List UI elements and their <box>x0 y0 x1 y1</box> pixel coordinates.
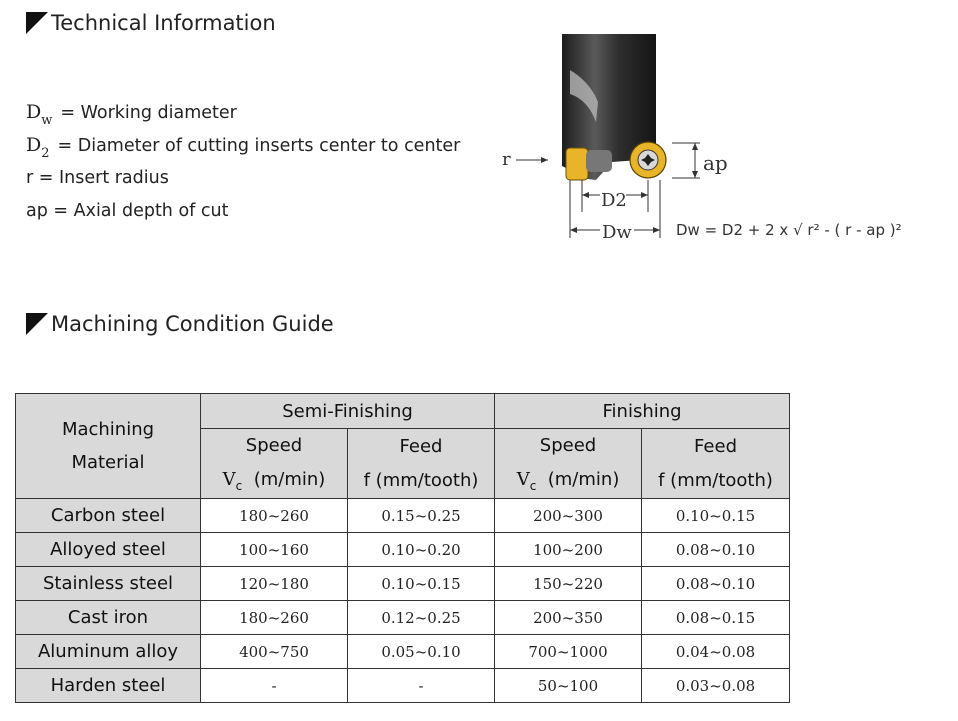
feed-header <box>642 429 790 499</box>
semi-feed-cell: 0.05~0.10 <box>348 635 495 669</box>
material-cell: Harden steel <box>16 669 201 703</box>
table-row <box>16 669 790 703</box>
semi-speed-cell: 180~260 <box>201 499 348 533</box>
semi-feed-cell: 0.10~0.15 <box>348 567 495 601</box>
fin-speed-cell: 200~350 <box>495 601 642 635</box>
table-row <box>16 533 790 567</box>
fin-speed-cell: 100~200 <box>495 533 642 567</box>
left-insert-pocket <box>586 150 612 172</box>
definition-d2 <box>26 129 460 162</box>
semi-feed-cell: - <box>348 669 495 703</box>
material-header-line1: Machining <box>61 419 155 440</box>
machining-condition-heading <box>26 312 334 336</box>
feed-header <box>348 429 495 499</box>
feed-label: Feed <box>694 435 737 457</box>
fin-feed-cell: 0.04~0.08 <box>642 635 790 669</box>
left-insert <box>566 148 588 180</box>
speed-symbol-sub: c <box>529 479 537 493</box>
cutter-diagram <box>500 30 950 250</box>
symbol: D <box>26 101 42 123</box>
semi-feed-cell: 0.10~0.20 <box>348 533 495 567</box>
speed-header <box>201 429 348 499</box>
label-ap: ap <box>703 151 728 175</box>
semi-speed-cell: - <box>201 669 348 703</box>
fin-feed-cell: 0.08~0.10 <box>642 533 790 567</box>
fin-speed-cell: 50~100 <box>495 669 642 703</box>
triangle-marker-icon <box>26 12 48 34</box>
table-row <box>16 601 790 635</box>
machining-condition-table <box>15 393 790 703</box>
semi-speed-cell: 100~160 <box>201 533 348 567</box>
fin-feed-cell: 0.08~0.10 <box>642 567 790 601</box>
material-cell: Carbon steel <box>16 499 201 533</box>
definition-text: r = Insert radius <box>26 168 169 188</box>
group-header-semi-finishing: Semi-Finishing <box>201 394 495 429</box>
table-row <box>16 635 790 669</box>
feed-unit: f (mm/tooth) <box>363 469 479 491</box>
material-header-line2: Material <box>71 452 145 473</box>
fin-feed-cell: 0.10~0.15 <box>642 499 790 533</box>
semi-speed-cell: 400~750 <box>201 635 348 669</box>
table-row <box>16 567 790 601</box>
label-dw: Dw <box>602 222 632 243</box>
symbol: D <box>26 134 42 156</box>
semi-speed-cell: 120~180 <box>201 567 348 601</box>
group-header-finishing: Finishing <box>495 394 790 429</box>
speed-symbol: V <box>516 469 530 490</box>
label-d2: D2 <box>601 190 627 211</box>
speed-unit <box>201 463 347 498</box>
material-cell: Aluminum alloy <box>16 635 201 669</box>
fin-feed-cell: 0.08~0.15 <box>642 601 790 635</box>
semi-feed-cell: 0.15~0.25 <box>348 499 495 533</box>
definition-text: = Diameter of cutting inserts center to center <box>57 136 461 156</box>
definition-dw <box>26 96 460 129</box>
material-header <box>16 394 201 499</box>
fin-speed-cell: 700~1000 <box>495 635 642 669</box>
definition-r <box>26 162 460 195</box>
definition-text: ap = Axial depth of cut <box>26 201 229 221</box>
feed-unit: f (mm/tooth) <box>658 469 773 491</box>
speed-label: Speed <box>539 435 597 456</box>
symbol-subscript: 2 <box>41 146 50 161</box>
technical-information-heading <box>26 11 276 35</box>
speed-unit-text: (m/min) <box>547 469 620 490</box>
speed-unit-text: (m/min) <box>253 469 326 490</box>
fin-speed-cell: 200~300 <box>495 499 642 533</box>
fin-speed-cell: 150~220 <box>495 567 642 601</box>
label-r: r <box>502 149 511 170</box>
section-title-text: Machining Condition Guide <box>51 312 334 336</box>
material-cell: Cast iron <box>16 601 201 635</box>
triangle-marker-icon <box>26 313 48 335</box>
section-title-text: Technical Information <box>51 11 276 35</box>
diameter-formula: Dw = D2 + 2 x √ r² - ( r - ap )² <box>676 221 902 239</box>
table-row <box>16 499 790 533</box>
semi-speed-cell: 180~260 <box>201 601 348 635</box>
speed-label: Speed <box>245 435 303 456</box>
symbol-subscript: w <box>41 113 53 128</box>
speed-symbol-sub: c <box>235 479 243 493</box>
material-cell: Alloyed steel <box>16 533 201 567</box>
r-arrowhead <box>541 157 548 163</box>
material-cell: Stainless steel <box>16 567 201 601</box>
speed-symbol: V <box>222 469 236 490</box>
semi-feed-cell: 0.12~0.25 <box>348 601 495 635</box>
definition-ap <box>26 195 460 228</box>
fin-feed-cell: 0.03~0.08 <box>642 669 790 703</box>
speed-header <box>495 429 642 499</box>
speed-unit <box>495 463 641 498</box>
definitions-list <box>26 96 460 228</box>
definition-text: = Working diameter <box>60 103 237 123</box>
feed-label: Feed <box>399 435 443 457</box>
